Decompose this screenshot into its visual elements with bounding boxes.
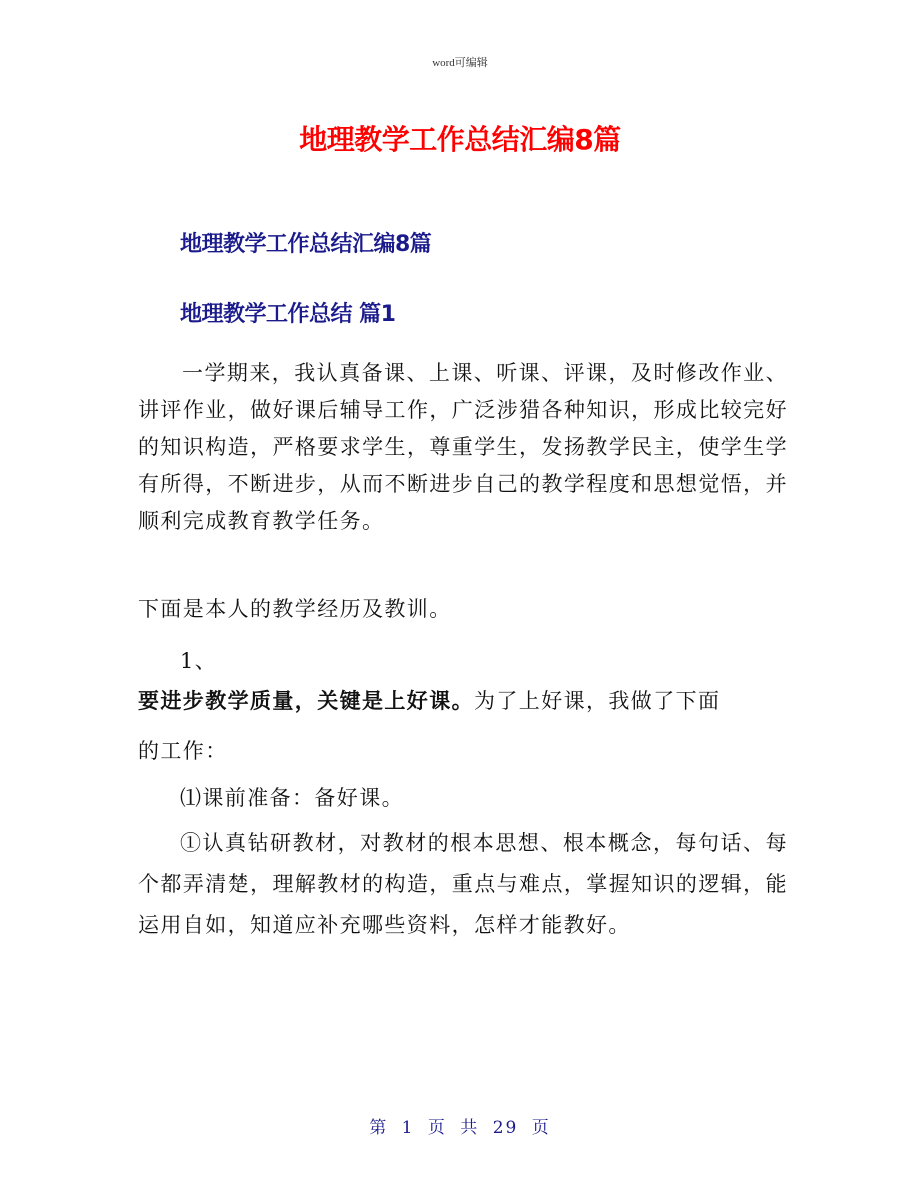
page-indicator: 第 1 页 共 29 页 (369, 1118, 551, 1138)
list-item-continuation: 的工作： (138, 739, 228, 763)
header-note: word可编辑 (432, 57, 488, 69)
prep-subheading: ⑴课前准备：备好课。 (180, 786, 404, 810)
section-heading: 地理教学工作总结 篇1 (180, 302, 396, 327)
paragraph-intro: 一学期来，我认真备课、上课、听课、评课，及时修改作业、讲评作业，做好课后辅导工作，广泛涉猎各种知识，形成比较完好的知识构造，严格要求学生，尊重学生，发扬教学民主，使学生学有所得，不断进步，从而不断进步自己的教学程度和思想觉悟，并顺利完成教育教学任务。 (138, 361, 788, 533)
paragraph-study: ①认真钻研教材，对教材的根本思想、根本概念，每句话、每个都弄清楚，理解教材的构造，重点与难点，掌握知识的逻辑，能运用自如，知道应补充哪些资料，怎样才能教好。 (138, 831, 788, 937)
list-item-bold-text: 要进步教学质量，关键是上好课。 (138, 688, 474, 713)
list-item-line (138, 685, 720, 715)
document-title: 地理教学工作总结汇编8篇 (299, 123, 621, 156)
list-item-text: 为了上好课，我做了下面 (474, 689, 721, 713)
paragraph-experience: 下面是本人的教学经历及教训。 (138, 597, 452, 621)
document-subtitle: 地理教学工作总结汇编8篇 (180, 232, 432, 257)
list-item-number: 1、 (180, 649, 218, 673)
